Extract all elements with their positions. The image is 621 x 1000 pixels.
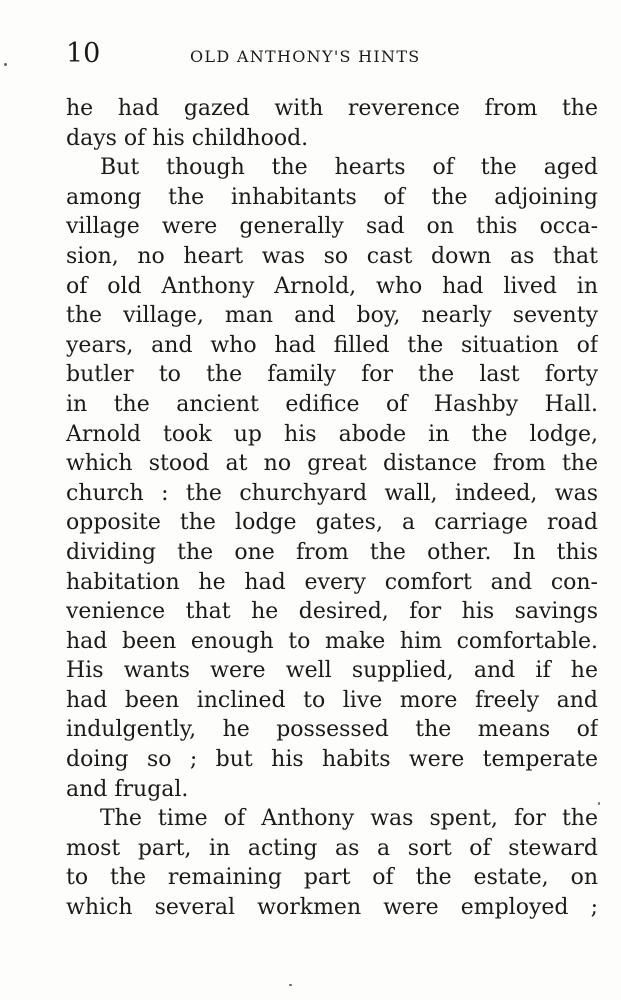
text-line: opposite the lodge gates, a carriage road <box>66 510 598 536</box>
text-line: which stood at no great distance from the <box>66 451 598 477</box>
text-line: sion, no heart was so cast down as that <box>66 243 598 269</box>
text-line: years, and who had filled the situation of <box>66 332 598 358</box>
text-line: he had gazed with reverence from the <box>66 96 598 121</box>
ink-speck <box>4 63 7 66</box>
text-line: doing so ; but his habits were temperate <box>66 747 598 773</box>
text-line: and frugal. <box>66 776 189 802</box>
text-line: had been enough to make him comfortable. <box>66 628 598 654</box>
text-line: village were generally sad on this occa- <box>66 214 598 240</box>
text-line: of old Anthony Arnold, who had lived in <box>66 273 598 299</box>
text-line: The time of Anthony was spent, for the <box>100 806 598 832</box>
text-line: butler to the family for the last forty <box>66 362 598 388</box>
body-text <box>66 94 598 923</box>
text-line: church : the churchyard wall, indeed, was <box>66 480 598 506</box>
text-line: His wants were well supplied, and if he <box>66 658 598 684</box>
running-head: OLD ANTHONY'S HINTS <box>190 47 421 66</box>
text-line: most part, in acting as a sort of steward <box>66 835 598 861</box>
text-line: in the ancient edifice of Hashby Hall. <box>66 391 598 417</box>
text-line: which several workmen were employed ; <box>66 895 598 921</box>
ink-speck <box>598 802 600 805</box>
ink-speck <box>289 984 292 986</box>
text-line: among the inhabitants of the adjoining <box>66 184 598 210</box>
text-line: the village, man and boy, nearly seventy <box>66 303 598 329</box>
text-line: habitation he had every comfort and con- <box>66 569 598 595</box>
page-number: 10 <box>66 38 101 69</box>
text-line: days of his childhood. <box>66 125 309 151</box>
text-line: indulgently, he possessed the means of <box>66 717 598 743</box>
text-line: But though the hearts of the aged <box>100 155 598 181</box>
text-line: to the remaining part of the estate, on <box>66 865 598 891</box>
text-line: Arnold took up his abode in the lodge, <box>66 421 598 447</box>
text-line: venience that he desired, for his savings <box>66 599 598 625</box>
text-line: had been inclined to live more freely and <box>66 687 598 713</box>
text-line: dividing the one from the other. In this <box>66 539 598 565</box>
